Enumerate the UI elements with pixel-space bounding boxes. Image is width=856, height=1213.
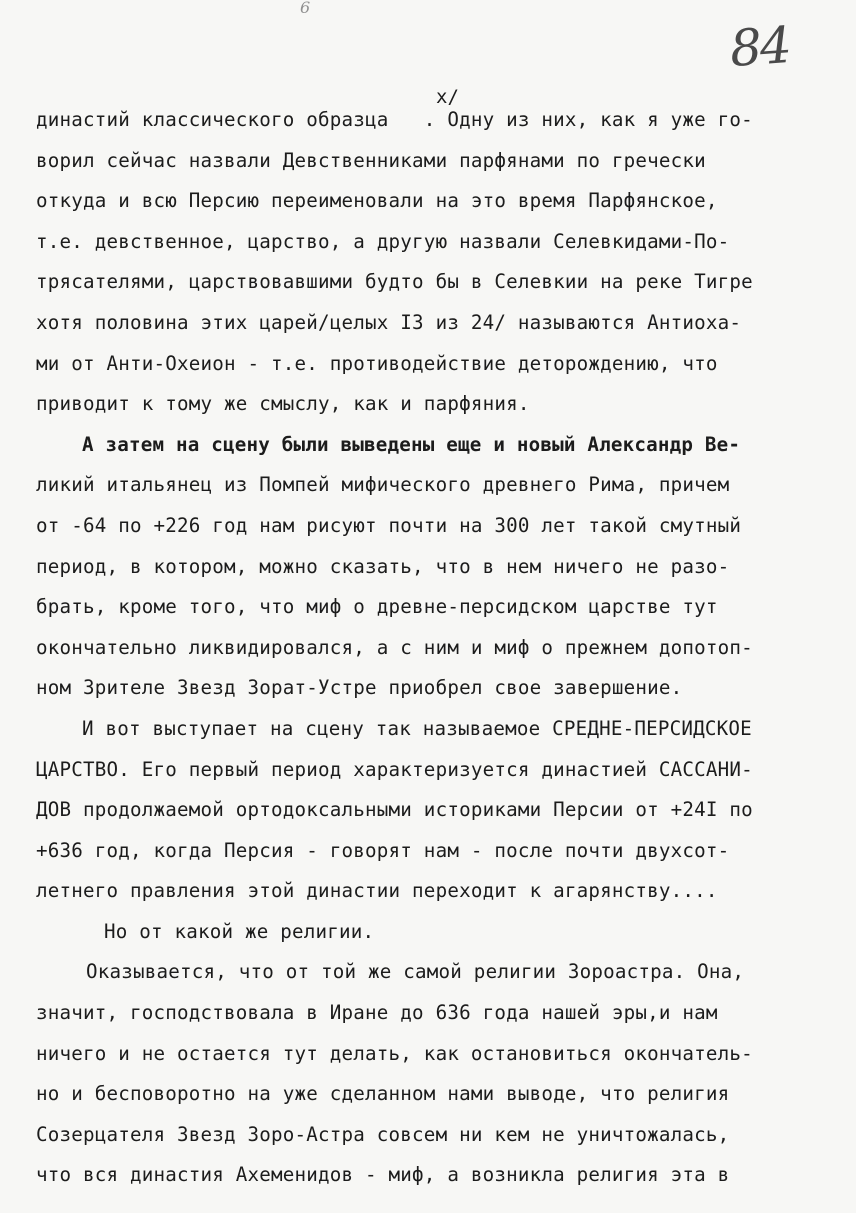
text-line: ном Зрителе Звезд Зорат-Устре приобрел свое завершение. — [36, 676, 683, 700]
text-line: +636 год, когда Персия - говорят нам - после почти двухсот- — [36, 838, 730, 862]
text-line: А затем на сцену были выведены еще и новый Александр Ве- — [82, 432, 741, 456]
text-line: династий классического образца . Одну из них, как я уже го- — [36, 108, 753, 131]
text-line: т.е. девственное, царство, а другую назвали Селевкидами-По- — [36, 229, 730, 253]
text-line: Но от какой же религии. — [104, 919, 375, 943]
text-line: ЦАРСТВО. Его первый период характеризуется династией САССАНИ- — [36, 757, 753, 781]
text-line: хотя половина этих царей/целых I3 из 24/ называются Антиоха- — [36, 310, 742, 334]
text-line: от -64 по +226 год нам рисуют почти на 300 лет такой смутный — [36, 513, 742, 537]
text-line: ворил сейчас назвали Девственниками парфянами по гречески — [36, 148, 706, 172]
page-number-top: 6 — [300, 0, 311, 17]
body-text — [36, 100, 836, 1196]
text-line: окончательно ликвидировался, а с ним и миф о прежнем допотоп- — [36, 635, 753, 659]
text-line: Оказывается, что от той же самой религии Зороастра. Она, — [86, 960, 745, 984]
footnote-marker: x/ — [436, 86, 459, 108]
text-line: брать, кроме того, что миф о древне-персидском царстве тут — [36, 595, 718, 619]
text-line: значит, господствовала в Иране до 636 года нашей эры,и нам — [36, 1001, 718, 1025]
text-line: но и бесповоротно на уже сделанном нами выводе, что религия — [36, 1082, 730, 1106]
text-line: Созерцателя Звезд Зоро-Астра совсем ни кем не уничтожалась, — [36, 1122, 730, 1146]
text-line: И вот выступает на сцену так называемое СРЕДНЕ-ПЕРСИДСКОЕ — [82, 716, 752, 740]
text-line: приводит к тому же смыслу, как и парфяния. — [36, 392, 530, 416]
text-line: ничего и не остается тут делать, как остановиться окончатель- — [36, 1041, 753, 1065]
text-line: ДОВ продолжаемой ортодоксальными историками Персии от +24I по — [36, 798, 753, 822]
text-line: ми от Анти-Охеион - т.е. противодействие деторождению, что — [36, 351, 718, 375]
text-line: что вся династия Ахеменидов - миф, а возникла религия эта в — [36, 1163, 730, 1187]
text-line: откуда и всю Персию переименовали на это время Парфянское, — [36, 189, 718, 213]
text-line: летнего правления этой династии переходит к агарянству.... — [36, 879, 718, 903]
text-line: трясателями, царствовавшими будто бы в Селевкии на реке Тигре — [36, 270, 753, 294]
handwritten-page-number: 84 — [728, 15, 792, 79]
text-line: период, в котором, можно сказать, что в нем ничего не разо- — [36, 554, 730, 578]
text-line: ликий итальянец из Помпей мифического древнего Рима, причем — [36, 473, 730, 497]
